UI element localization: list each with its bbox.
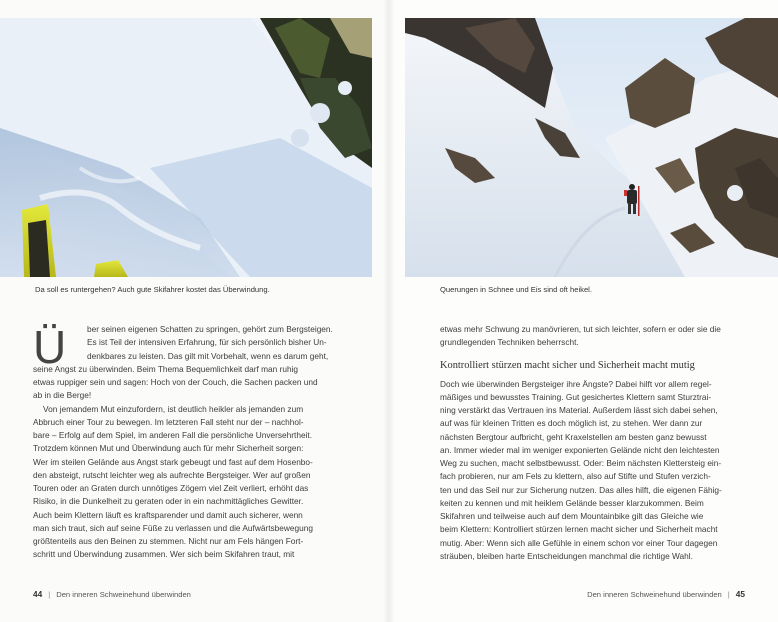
text-line: den absteigt, rutscht leichter weg als aufrechte Bergsteiger. Wer auf großen	[33, 469, 311, 480]
text-line: Weg zu suchen, macht selbstbewusst. Oder: Beim nächsten Klettersteig ein-	[440, 458, 722, 468]
text-line: ten und das Seil nur zur Sicherung nutzen. Das alles hilft, die eigenen Fähig-	[440, 484, 722, 495]
section-heading: Kontrolliert stürzen macht sicher und Sicherheit macht mutig	[440, 359, 695, 371]
footer-divider: |	[48, 590, 51, 599]
text-line: an. Immer wieder mal im weniger exponierten Gelände nicht den leichtesten	[440, 444, 720, 455]
text-line: Von jemandem Mut einzufordern, ist deutlich heikler als jemanden zum	[43, 403, 304, 414]
text-line: mäßiges und bewusstes Training. Gut gesichertes Klettern samt Sturztrai-	[440, 391, 712, 402]
right-photo-caption: Querungen in Schnee und Eis sind oft heikel.	[440, 285, 592, 294]
right-footer	[587, 589, 745, 599]
running-title-right: Den inneren Schweinehund überwinden	[587, 590, 722, 599]
text-line: ab in die Berge!	[33, 390, 92, 401]
text-line: fach probieren, nur am Fels zu klettern, also auf Stifte und Stufen verzich-	[440, 471, 711, 482]
text-line: seine Angst zu überwinden. Beim Thema Bequemlichkeit darf man ruhig	[33, 363, 299, 374]
text-line: Abbruch einer Tour zu bewegen. Im letzteren Fall steht nur der – nachhol-	[33, 416, 304, 427]
text-line: schritt und Überwindung zusammen. Wer sich beim Skifahren traut, mit	[33, 549, 295, 560]
text-line: Es ist Teil der intensiven Erfahrung, für sich persönlich bisher Un-	[87, 337, 327, 348]
text-line: man sich traut, sich auf seine Füße zu verlassen und die Aufwärtsbewegung	[33, 522, 313, 533]
text-line: Wer im steilen Gelände aus Angst stark gebeugt und fast auf dem Hosenbo-	[33, 456, 313, 467]
text-line: auf was für kleinen Tritten es doch möglich ist, zu stehen. Wer dann zur	[440, 418, 703, 429]
footer-divider: |	[727, 590, 730, 599]
text-line: keiten zu kennen und mit heiklem Gelände besser klarzukommen. Beim	[440, 497, 704, 508]
text-line: beim Klettern: Kontrolliert stürzen lernen macht sicher und Sicherheit macht	[440, 524, 718, 535]
page-number-right: 45	[735, 589, 745, 599]
text-line: größtenteils aus den Beinen zu stemmen. Nicht nur am Fels hängen Fort-	[33, 536, 304, 546]
left-footer	[33, 589, 191, 599]
text-line: grundlegenden Techniken beherrscht.	[440, 337, 579, 348]
text-line: etwas ruppiger sein und sagen: Hoch von der Couch, die Sachen packen und	[33, 377, 318, 387]
photo-ski-tips-steep-slope	[0, 18, 372, 277]
text-line: Touren oder an Graten durch unnötiges Zögern viel Zeit verliert, erhöht das	[33, 483, 309, 493]
text-line: ber seinen eigenen Schatten zu springen, gehört zum Bergsteigen.	[87, 324, 333, 334]
text-line: Risiko, in die Dunkelheit zu geraten oder in ein nachmittägliches Gewitter.	[33, 496, 304, 507]
text-line: bare – Erfolg auf dem Spiel, im anderen Fall die persönliche Unversehrtheit.	[33, 430, 313, 440]
text-line: Skifahren und teilweise auch auf dem Mountainbike gilt das Gleiche wie	[440, 511, 704, 521]
text-line: ning verstärkt das Vertrauen ins Material. Außerdem lässt sich dabei sehen,	[440, 405, 718, 415]
text-line: mutig. Aber: Wenn sich alle Gefühle in einem schon vor einer Tour dagegen	[440, 537, 718, 548]
left-body-text	[33, 323, 335, 562]
text-line: Auch beim Klettern läuft es kraftsparender und damit auch sicherer, wenn	[33, 509, 303, 520]
photo-snow-couloir-skier	[405, 18, 778, 277]
book-gutter	[383, 0, 395, 622]
text-line: sträuben, bleiben harte Entscheidungen manchmal die richtige Wahl.	[440, 550, 693, 561]
text-line: denkbares zu leisten. Das gilt mit Vorbehalt, wenn es darum geht,	[87, 350, 329, 361]
left-photo-caption: Da soll es runtergehen? Auch gute Skifahrer kostet das Überwindung.	[35, 285, 270, 294]
running-title-left: Den inneren Schweinehund überwinden	[56, 590, 191, 599]
text-line: etwas mehr Schwung zu manövrieren, tut sich leichter, sofern er oder sie die	[440, 324, 721, 334]
text-line: nächsten Bergtour aufbricht, geht Kraxelstellen am besten ganz bewusst	[440, 431, 707, 442]
page-number-left: 44	[33, 589, 43, 599]
right-body-text	[440, 323, 746, 563]
text-line: Doch wie überwinden Bergsteiger ihre Ängste? Dabei hilft vor allem regel-	[440, 378, 712, 389]
text-line: Trotzdem können Mut und Überwindung auch für mehr Sicherheit sorgen:	[33, 443, 304, 454]
drop-cap: Ü	[33, 321, 67, 373]
